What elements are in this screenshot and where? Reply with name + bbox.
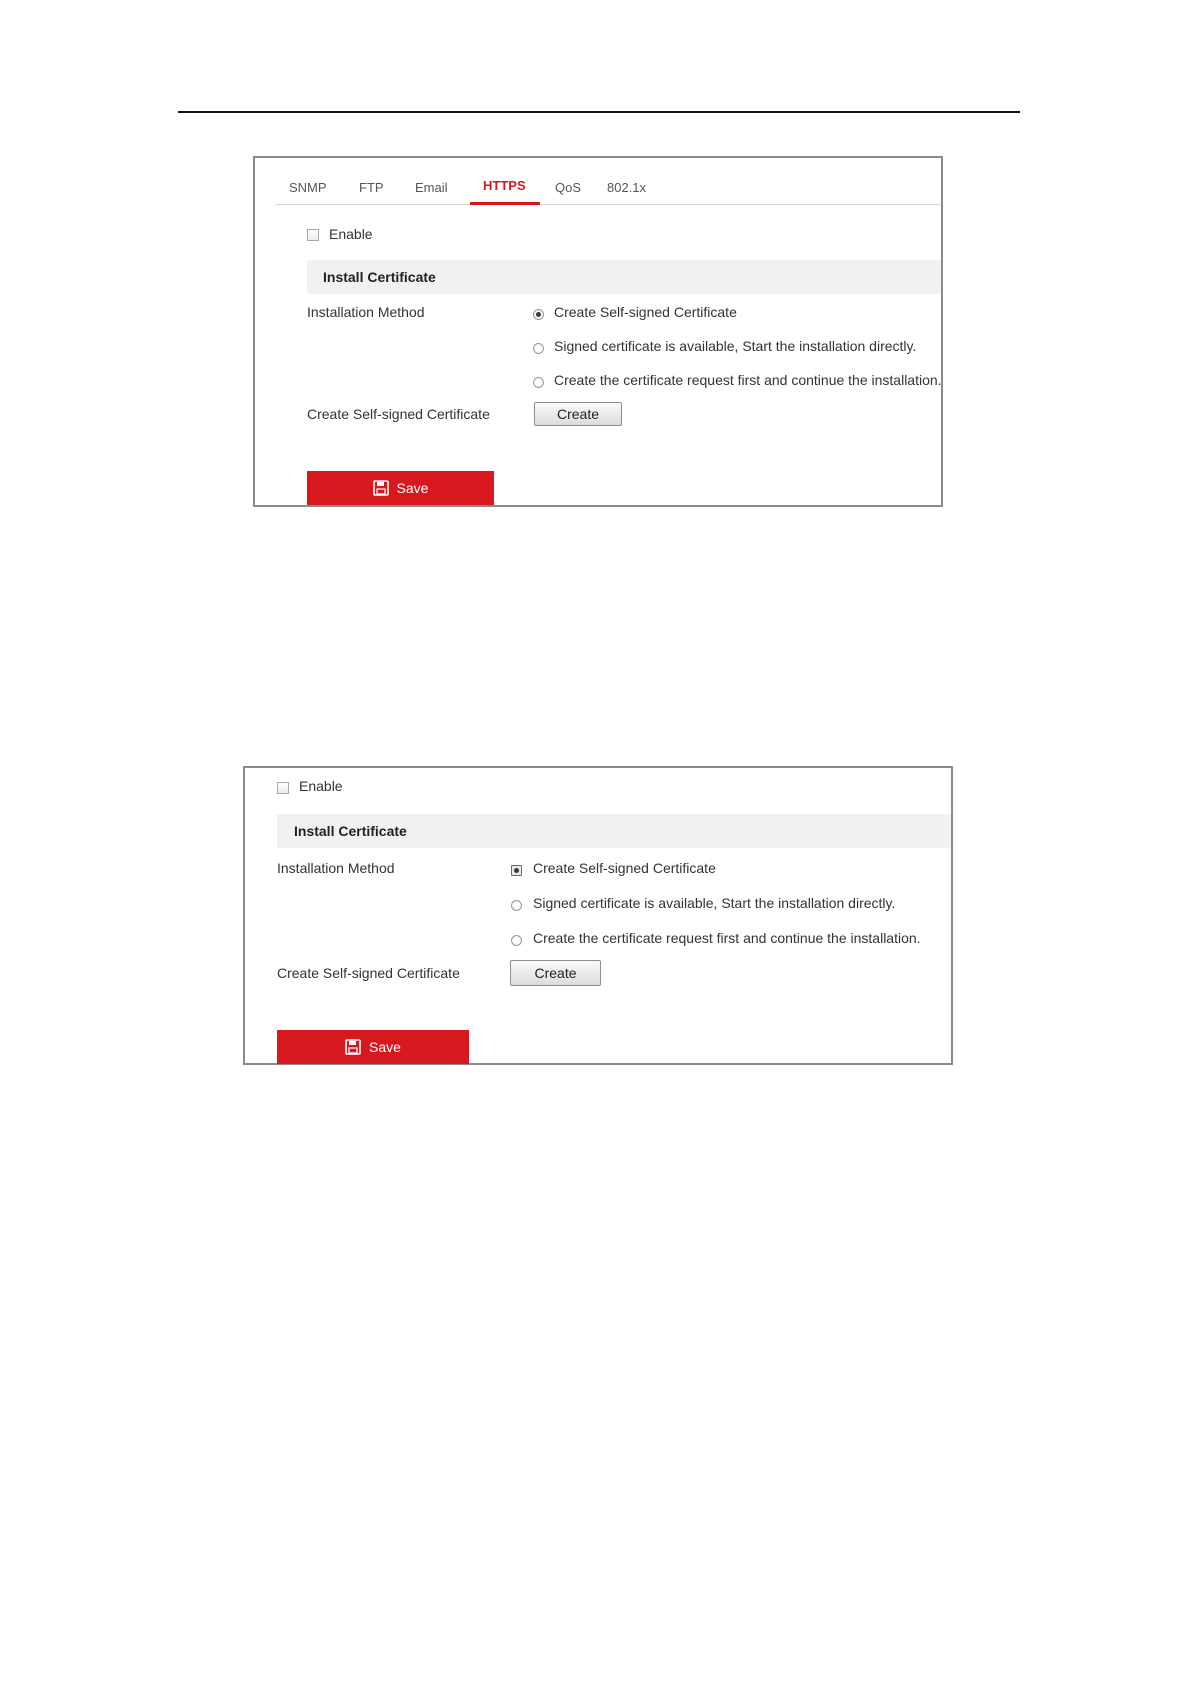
save-button[interactable] bbox=[307, 471, 494, 505]
floppy-disk-icon bbox=[373, 480, 389, 496]
tab-email[interactable]: Email bbox=[415, 180, 448, 195]
header-rule bbox=[178, 111, 1020, 113]
tab-https[interactable]: HTTPS bbox=[483, 178, 526, 193]
tab-snmp[interactable]: SNMP bbox=[289, 180, 327, 195]
radio-create-request[interactable] bbox=[533, 377, 544, 388]
radio-signed-available[interactable] bbox=[511, 900, 522, 911]
radio-create-self-signed[interactable] bbox=[511, 865, 522, 876]
save-button-label: Save bbox=[396, 480, 429, 496]
install-certificate-section bbox=[307, 260, 941, 294]
create-button[interactable]: Create bbox=[534, 402, 622, 426]
https-settings-panel bbox=[243, 766, 953, 1065]
radio-create-request[interactable] bbox=[511, 935, 522, 946]
create-self-signed-label: Create Self-signed Certificate bbox=[277, 965, 460, 981]
section-title: Install Certificate bbox=[294, 823, 407, 839]
active-tab-indicator bbox=[470, 202, 540, 205]
option-create-self-signed: Create Self-signed Certificate bbox=[554, 304, 737, 320]
install-certificate-section bbox=[277, 814, 951, 848]
option-signed-available: Signed certificate is available, Start the installation directly. bbox=[554, 338, 917, 354]
enable-checkbox[interactable] bbox=[277, 782, 289, 794]
save-button-label: Save bbox=[369, 1039, 401, 1055]
option-signed-available: Signed certificate is available, Start the installation directly. bbox=[533, 895, 896, 911]
create-self-signed-label: Create Self-signed Certificate bbox=[307, 406, 490, 422]
enable-checkbox[interactable] bbox=[307, 229, 319, 241]
radio-signed-available[interactable] bbox=[533, 343, 544, 354]
tab-bar bbox=[275, 158, 941, 205]
enable-label: Enable bbox=[299, 778, 343, 794]
radio-create-self-signed[interactable] bbox=[533, 309, 544, 320]
section-title: Install Certificate bbox=[323, 269, 436, 285]
floppy-disk-icon bbox=[345, 1039, 361, 1055]
option-create-request: Create the certificate request first and continue the installation. bbox=[554, 372, 942, 388]
option-create-self-signed: Create Self-signed Certificate bbox=[533, 860, 716, 876]
tab-qos[interactable]: QoS bbox=[555, 180, 582, 195]
option-create-request: Create the certificate request first and continue the installation. bbox=[533, 930, 921, 946]
https-settings-panel-tabs bbox=[253, 156, 943, 507]
tab-8021x[interactable]: 802.1x bbox=[607, 180, 647, 195]
save-button[interactable] bbox=[277, 1030, 469, 1064]
tab-ftp[interactable]: FTP bbox=[359, 180, 384, 195]
create-button[interactable]: Create bbox=[510, 960, 601, 986]
installation-method-label: Installation Method bbox=[307, 304, 425, 320]
installation-method-label: Installation Method bbox=[277, 860, 395, 876]
enable-label: Enable bbox=[329, 226, 373, 242]
